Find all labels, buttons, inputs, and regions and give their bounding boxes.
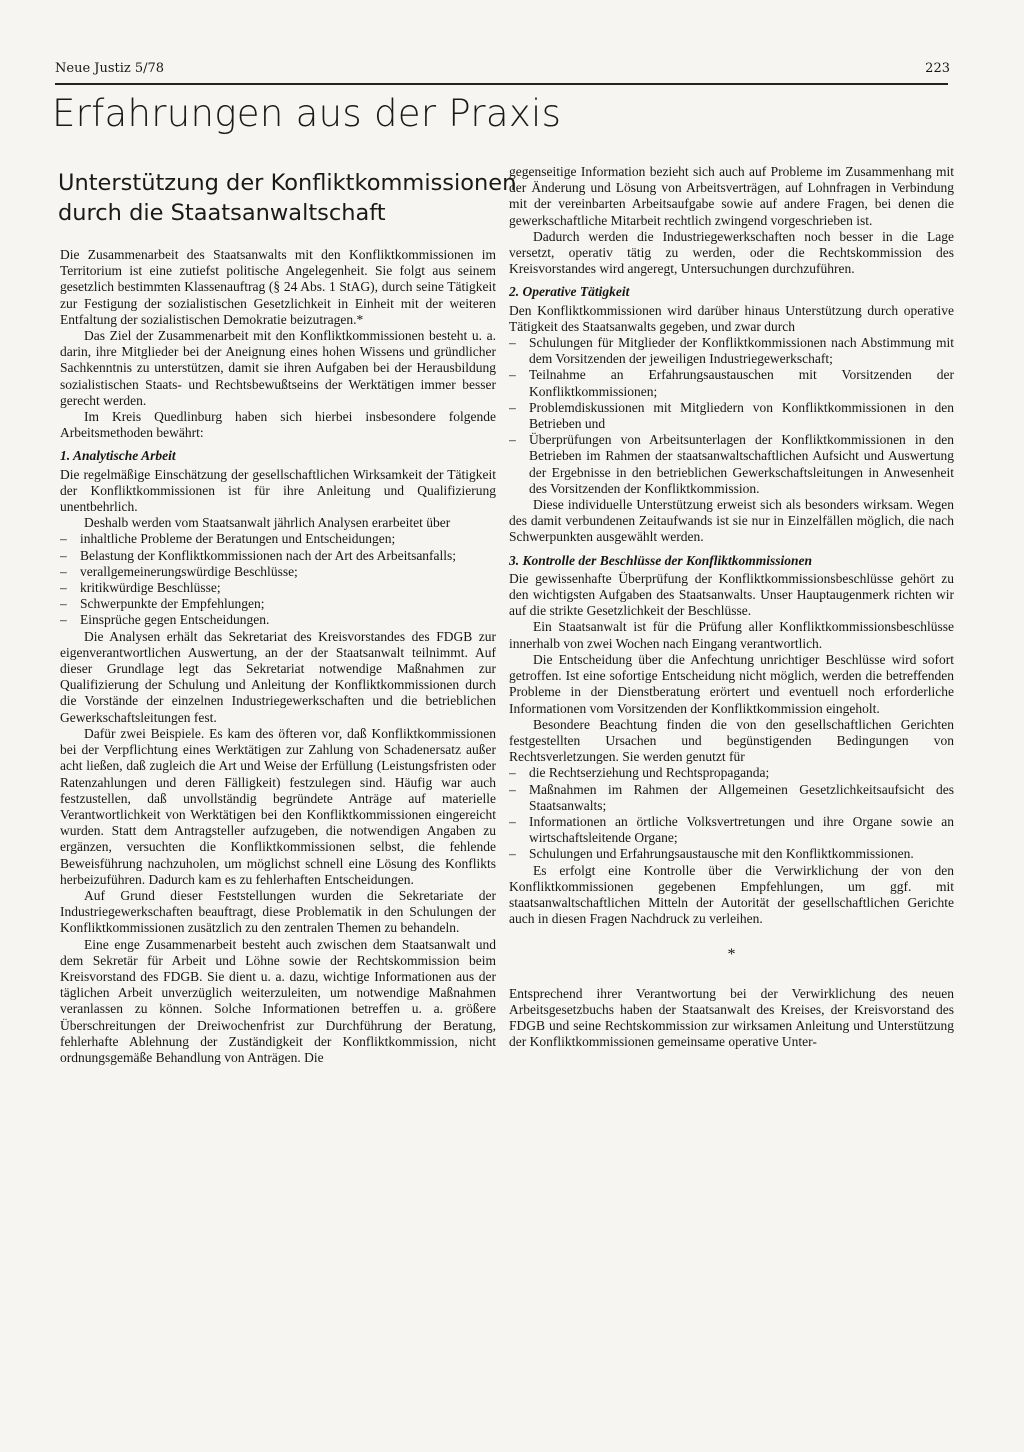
- list-item: – inhaltliche Probleme der Beratungen und Entscheidungen;: [60, 531, 496, 547]
- subheading-kontrolle: 3. Kontrolle der Beschlüsse der Konfliktkommissionen: [509, 552, 813, 568]
- operative-list: [509, 335, 954, 497]
- paragraph: Dadurch werden die Industriegewerkschaften noch besser in die Lage versetzt, operativ tätig zu werden, oder die Rechtskommission des Kreisvorstandes wird angeregt, Untersuchungen durchzuführen.: [509, 228, 954, 277]
- subheading-analytische-arbeit: 1. Analytische Arbeit: [60, 448, 176, 464]
- paragraph: Die Zusammenarbeit des Staatsanwalts mit den Konfliktkommissionen im Territorium ist eine zutiefst politische Angelegenheit. Sie folgt aus seinem gesetzlich bestimmten Klassenauftrag (§ 24 Abs. 1 StAG), durch seine Tätigkeit zur Festigung der sozialistischen Gesetzlichkeit in Einheit mit der weiteren Entfaltung der sozialistischen Demokratie beizutragen.*: [60, 247, 496, 327]
- journal-issue: Neue Justiz 5/78: [55, 61, 165, 76]
- paragraph: gegenseitige Information bezieht sich auch auf Probleme im Zusammenhang mit der Änderung und Lösung von Arbeitsverträgen, auf Lohnfragen in Verbindung mit der vereinbarten Arbeitsaufgabe sowie auf andere Fragen, bei denen die gewerkschaftliche Mitarbeit rechtlich zwingend vorgeschrieben ist.: [509, 164, 954, 228]
- list-item: – die Rechtserziehung und Rechtspropaganda;: [509, 765, 954, 781]
- list-item: – Überprüfungen von Arbeitsunterlagen der Konfliktkommissionen in den Betrieben im Rahmen der staatsanwaltschaftlichen Aufsicht und Auswertung der Ergebnisse in den betrieblichen Gewerkschaftsleitungen in Anwesenheit des Vorsitzenden der Konfliktkommission.: [509, 432, 954, 497]
- closing-paragraph: Entsprechend ihrer Verantwortung bei der Verwirklichung des neuen Arbeitsgesetzbuchs haben der Staatsanwalt des Kreises, der Kreisvorstand des FDGB und seine Rechtskommission zur wirksamen Anleitung und Unterstützung der Konfliktkommissionen gemeinsame operative Unter-: [509, 985, 954, 1050]
- section-separator: *: [727, 946, 736, 964]
- list-item: – Belastung der Konfliktkommissionen nach der Art des Arbeitsanfalls;: [60, 548, 496, 564]
- paragraph: Die Analysen erhält das Sekretariat des Kreisvorstandes des FDGB zur eigenverantwortlichen Auswertung, an der der Staatsanwalt teilnimmt. Auf dieser Grundlage legt das Sekretariat notwendige Maßnahmen zur Qualifizierung der Schulung und Anleitung der Konfliktkommissionen durch die Vorstände der einzelnen Industriegewerkschaften und die betrieblichen Gewerkschaftsleitungen fest.: [60, 628, 496, 725]
- paragraph: Den Konfliktkommissionen wird darüber hinaus Unterstützung durch operative Tätigkeit des Staatsanwalts gegeben, und zwar durch: [509, 302, 954, 334]
- paragraph: Es erfolgt eine Kontrolle über die Verwirklichung der von den Konfliktkommissionen gegebenen Empfehlungen, um ggf. mit staatsanwaltschaftlichen Mitteln der Autorität der gesellschaftlichen Gerichte auch in diesen Fragen Nachdruck zu verleihen.: [509, 862, 954, 927]
- usage-list: [509, 765, 954, 862]
- left-column: [60, 247, 496, 1387]
- list-item: – Schulungen und Erfahrungsaustausche mit den Konfliktkommissionen.: [509, 846, 954, 862]
- page-number: 223: [925, 61, 950, 76]
- right-column: [509, 164, 954, 1396]
- paragraph: Das Ziel der Zusammenarbeit mit den Konfliktkommissionen besteht u. a. darin, ihre Mitglieder bei der Aneignung eines hohen Wissens und gründlicher Sachkenntnis zu unterstützen, damit sie ihren Aufgaben bei der Herausbildung sozialistischen Staats- und Rechtsbewußtseins der Werktätigen immer besser gerecht werden.: [60, 328, 496, 408]
- list-item: – Einsprüche gegen Entscheidungen.: [60, 612, 496, 628]
- header-rule: [55, 83, 948, 85]
- paragraph: Deshalb werden vom Staatsanwalt jährlich Analysen erarbeitet über: [84, 515, 451, 531]
- list-item: – kritikwürdige Beschlüsse;: [60, 580, 496, 596]
- paragraph: Auf Grund dieser Feststellungen wurden die Sekretariate der Industriegewerkschaften beauftragt, diese Problematik in den Schulungen der Konfliktkommissionen zusätzlich zu den zentralen Themen zu behandeln.: [60, 887, 496, 936]
- list-item: – Problemdiskussionen mit Mitgliedern von Konfliktkommissionen in den Betrieben und: [509, 400, 954, 432]
- article-title: [58, 168, 517, 228]
- article-title-line: Unterstützung der Konfliktkommissionen: [58, 170, 517, 196]
- section-title: Erfahrungen aus der Praxis: [52, 92, 562, 135]
- list-item: – Informationen an örtliche Volksvertretungen und ihre Organe sowie an wirtschaftsleitende Organe;: [509, 814, 954, 846]
- paragraph: Die Entscheidung über die Anfechtung unrichtiger Beschlüsse wird sofort getroffen. Ist eine sofortige Entscheidung nicht möglich, werden die betreffenden Probleme in der Dienstberatung erörtert und eventuell noch erforderliche Informationen vom Vorsitzenden der Konfliktkommission eingeholt.: [509, 651, 954, 716]
- paragraph: Im Kreis Quedlinburg haben sich hierbei insbesondere folgende Arbeitsmethoden bewährt:: [60, 409, 496, 441]
- paragraph: Ein Staatsanwalt ist für die Prüfung aller Konfliktkommissionsbeschlüsse innerhalb von zwei Wochen nach Eingang verantwortlich.: [509, 619, 954, 651]
- list-item: – Teilnahme an Erfahrungsaustauschen mit Vorsitzenden der Konfliktkommissionen;: [509, 367, 954, 399]
- paragraph: Die regelmäßige Einschätzung der gesellschaftlichen Wirksamkeit der Tätigkeit der Konfliktkommissionen ist für ihre Anleitung und Qualifizierung unentbehrlich.: [60, 466, 496, 515]
- subheading-operative-taetigkeit: 2. Operative Tätigkeit: [509, 284, 630, 300]
- paragraph: Dafür zwei Beispiele. Es kam des öfteren vor, daß Konfliktkommissionen bei der Verpflichtung eines Werktätigen zur Zahlung von Schadenersatz außer acht ließen, daß zugleich die Art und Weise der Erfüllung (Leistungsfristen oder Ratenzahlungen und deren Fälligkeit) festzulegen sind. Häufig war auch festzustellen, daß unvollständig begründete Anträge auf materielle Verantwortlichkeit von Werktätigen bei den Konfliktkommissionen eingereicht wurden. Statt dem Antragsteller aufzugeben, die notwendigen Angaben zu ergänzen, versuchten die Konfliktkommissionen selbst, die fehlende Beweisführung nachzuholen, um möglichst schnell eine Lösung des Konflikts herbeizuführen. Dadurch kam es zu fehlerhaften Entscheidungen.: [60, 725, 496, 887]
- paragraph: Eine enge Zusammenarbeit besteht auch zwischen dem Staatsanwalt und dem Sekretär für Arbeit und Löhne sowie der Rechtskommission beim Kreisvorstand des FDGB. Sie dient u. a. dazu, wichtige Informationen aus der täglichen Arbeit unverzüglich weiterzuleiten, um notwendige Maßnahmen veranlassen zu können. Solche Informationen betreffen u. a. größere Überschreitungen der Dreiwochenfrist zur Durchführung der Beratung, fehlerhafte Ablehnung der Zuständigkeit der Konfliktkommission, nicht ordnungsgemäße Behandlung von Anträgen. Die: [60, 936, 496, 1065]
- list-item: – Schwerpunkte der Empfehlungen;: [60, 596, 496, 612]
- article-title-line: durch die Staatsanwaltschaft: [58, 200, 386, 226]
- paragraph: Die gewissenhafte Überprüfung der Konfliktkommissionsbeschlüsse gehört zu den wichtigsten Aufgaben des Staatsanwalts. Unser Hauptaugenmerk richten wir auf die strikte Gesetzlichkeit der Beschlüsse.: [509, 570, 954, 619]
- list-item: – verallgemeinerungswürdige Beschlüsse;: [60, 564, 496, 580]
- list-item: – Maßnahmen im Rahmen der Allgemeinen Gesetzlichkeitsaufsicht des Staatsanwalts;: [509, 782, 954, 814]
- paragraph: Besondere Beachtung finden die von den gesellschaftlichen Gerichten festgestellten Ursachen und begünstigenden Bedingungen von Rechtsverletzungen. Sie werden genutzt für: [509, 716, 954, 765]
- paragraph: Diese individuelle Unterstützung erweist sich als besonders wirksam. Wegen des damit verbundenen Zeitaufwands ist sie nur in Einzelfällen möglich, die nach Schwerpunkten ausgewählt werden.: [509, 497, 954, 545]
- page-header: [55, 61, 950, 83]
- analysis-list: [60, 531, 496, 628]
- list-item: – Schulungen für Mitglieder der Konfliktkommissionen nach Abstimmung mit dem Vorsitzenden der jeweiligen Industriegewerkschaft;: [509, 335, 954, 367]
